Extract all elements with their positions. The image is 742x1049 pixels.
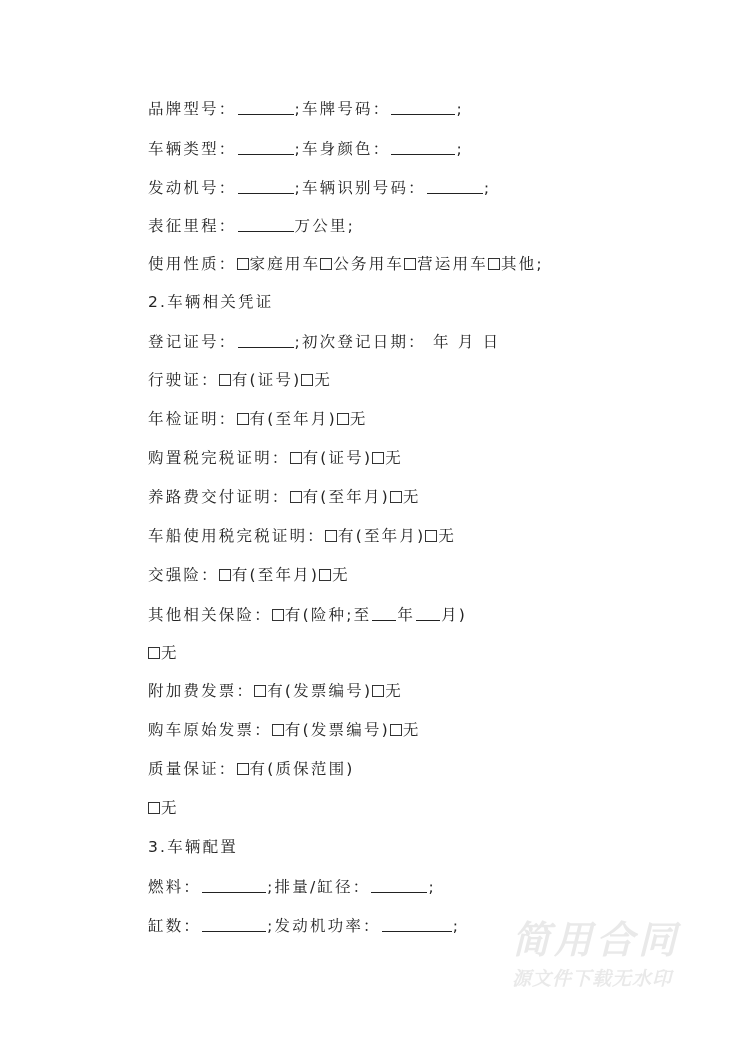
field-label: 其他相关保险： [148, 606, 272, 624]
usage-type-line [148, 253, 544, 275]
surcharge-invoice-line [148, 680, 403, 702]
field-label: 车船使用税完税证明： [148, 527, 326, 545]
checkbox-icon[interactable] [390, 724, 402, 736]
watermark [512, 918, 722, 992]
fuel-line: 燃料： ;排量/缸径： ; [148, 878, 436, 896]
field-label: 购车原始发票： [148, 721, 272, 739]
field-label: 表征里程： [148, 217, 237, 235]
field-label: 行驶证： [148, 371, 219, 389]
field-label: 登记证号： [148, 333, 237, 351]
checkbox-icon[interactable] [319, 569, 331, 581]
option-yes: 有(发票编号) [267, 682, 373, 700]
option-yes: 有(至年月) [249, 410, 337, 428]
checkbox-icon[interactable] [290, 452, 302, 464]
body-color-blank[interactable] [391, 138, 455, 155]
checkbox-icon[interactable] [219, 374, 231, 386]
option-no: 无 [161, 644, 179, 662]
mileage-unit: 万公里; [294, 217, 356, 235]
option-yes: 有(发票编号) [284, 721, 390, 739]
option-yes-prefix: 有(险种;至 [284, 606, 372, 624]
section-heading-3 [148, 836, 238, 858]
checkbox-icon[interactable] [290, 491, 302, 503]
field-label: 交强险： [148, 566, 219, 584]
option-no: 无 [402, 721, 421, 739]
field-label: 附加费发票： [148, 682, 255, 700]
field-label: 发动机号： [148, 179, 237, 197]
option-yes: 有(至年月) [338, 527, 426, 545]
compulsory-insurance-line [148, 564, 350, 586]
vehicle-type-blank[interactable] [238, 138, 294, 155]
engine-number-line: 发动机号： ;车辆识别号码： ; [148, 179, 492, 197]
cylinders-line: 缸数： ;发动机功率： ; [148, 917, 461, 935]
checkbox-icon[interactable] [372, 685, 384, 697]
field-label: 发动机功率： [274, 917, 381, 935]
option-no: 无 [385, 682, 403, 700]
checkbox-icon[interactable] [325, 530, 337, 542]
displacement-blank[interactable] [371, 876, 427, 893]
field-label: 车身颜色： [301, 140, 391, 158]
option-yes: 有(至年月) [302, 488, 390, 506]
field-label: 车辆识别号码： [301, 179, 426, 197]
field-label: 使用性质： [148, 255, 237, 273]
option-no: 无 [332, 566, 350, 584]
checkbox-icon[interactable] [148, 647, 160, 659]
month-blank[interactable] [416, 604, 440, 621]
option-no: 无 [349, 410, 368, 428]
option-family-car: 家庭用车 [249, 255, 321, 273]
checkbox-icon[interactable] [148, 802, 160, 814]
checkbox-icon[interactable] [237, 413, 249, 425]
mileage-blank[interactable] [238, 215, 294, 232]
warranty-no-line [148, 797, 179, 819]
watermark-title: 简用合同 [512, 918, 681, 962]
field-label: 燃料： [148, 878, 202, 896]
field-label: 购置税完税证明： [148, 449, 290, 467]
mileage-line [148, 214, 355, 236]
engine-power-blank[interactable] [382, 915, 452, 932]
checkbox-icon[interactable] [254, 685, 266, 697]
plate-number-blank[interactable] [391, 98, 455, 115]
option-official-car: 公务用车 [333, 255, 405, 273]
road-fee-line [148, 486, 421, 508]
checkbox-icon[interactable] [425, 530, 437, 542]
option-yes: 有(质保范围) [249, 760, 355, 778]
field-label: 车辆类型： [148, 140, 237, 158]
option-yes: 有(至年月) [231, 566, 320, 584]
annual-inspection-line [148, 408, 368, 430]
vin-blank[interactable] [427, 177, 483, 194]
purchase-tax-line [148, 447, 403, 469]
engine-number-blank[interactable] [238, 177, 294, 194]
registration-line: 登记证号： ;初次登记日期： 年 月 日 [148, 333, 501, 351]
watermark-subtitle: 源文件下载无水印 [512, 968, 673, 990]
section-heading-2 [148, 291, 273, 313]
field-label: 年检证明： [148, 410, 237, 428]
field-label: 品牌型号： [148, 100, 237, 118]
year-blank[interactable] [372, 604, 396, 621]
option-commercial-car: 营运用车 [417, 255, 488, 273]
option-yes: 有(证号) [231, 371, 302, 389]
option-no: 无 [438, 527, 457, 545]
checkbox-icon[interactable] [219, 569, 231, 581]
cylinders-blank[interactable] [202, 915, 266, 932]
brand-model-line: 品牌型号： ;车牌号码： ; [148, 100, 464, 118]
checkbox-icon[interactable] [337, 413, 349, 425]
fuel-blank[interactable] [202, 876, 266, 893]
checkbox-icon[interactable] [404, 258, 416, 270]
other-insurance-no-line [148, 642, 179, 664]
option-no: 无 [161, 799, 179, 817]
field-label: 质量保证： [148, 760, 237, 778]
field-label: 养路费交付证明： [148, 488, 290, 506]
checkbox-icon[interactable] [301, 374, 313, 386]
field-label: 缸数： [148, 917, 202, 935]
section-title: 2.车辆相关凭证 [148, 293, 274, 311]
option-yes: 有(证号) [302, 449, 373, 467]
other-insurance-line: 其他相关保险： 有(险种;至 年 月) [148, 606, 468, 624]
warranty-line [148, 758, 355, 780]
section-title: 3.车辆配置 [148, 838, 238, 856]
registration-number-blank[interactable] [238, 331, 294, 348]
field-label: 初次登记日期： [301, 333, 426, 351]
option-other: 其他; [500, 255, 544, 273]
option-no: 无 [385, 449, 403, 467]
checkbox-icon[interactable] [237, 763, 249, 775]
option-no: 无 [402, 488, 421, 506]
first-registration-date: 年 月 日 [425, 333, 501, 351]
checkbox-icon[interactable] [272, 609, 284, 621]
checkbox-icon[interactable] [237, 258, 249, 270]
brand-model-blank[interactable] [238, 98, 294, 115]
option-no: 无 [314, 371, 333, 389]
driving-license-line [148, 369, 332, 391]
vessel-tax-line [148, 525, 456, 547]
original-invoice-line [148, 719, 421, 741]
checkbox-icon[interactable] [488, 258, 500, 270]
checkbox-icon[interactable] [372, 452, 384, 464]
field-label: 排量/缸径： [274, 878, 371, 896]
checkbox-icon[interactable] [320, 258, 332, 270]
checkbox-icon[interactable] [272, 724, 284, 736]
checkbox-icon[interactable] [390, 491, 402, 503]
field-label: 车牌号码： [301, 100, 391, 118]
vehicle-type-line: 车辆类型： ;车身颜色： ; [148, 140, 464, 158]
